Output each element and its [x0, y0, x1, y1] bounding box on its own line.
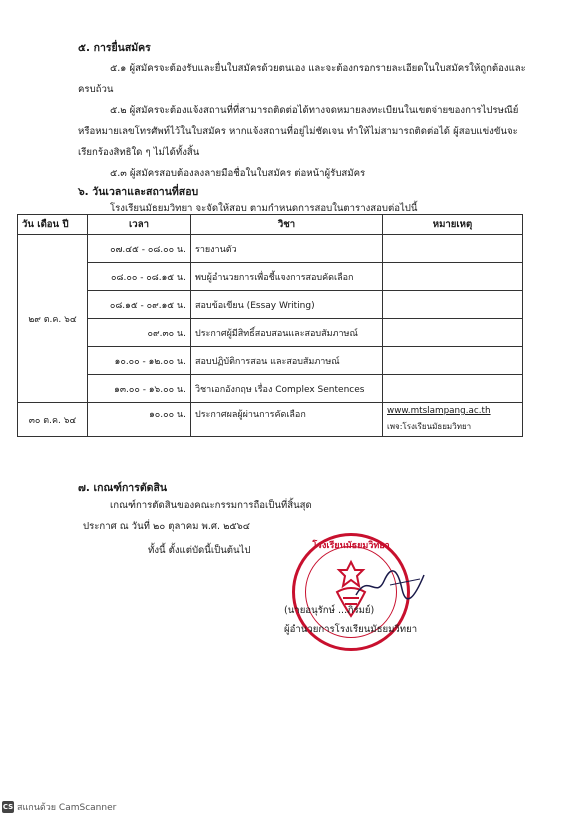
time-cell: ๑๐.๐๐ น. [88, 403, 191, 437]
table-row [18, 235, 523, 263]
date-cell-day2: ๓๐ ต.ค. ๖๔ [18, 403, 88, 437]
note-cell [383, 375, 523, 403]
header-note: หมายเหตุ [383, 215, 523, 235]
section5-p1-line2: ครบถ้วน [78, 84, 114, 95]
note-cell [383, 235, 523, 263]
section7-heading: ๗. เกณฑ์การตัดสิน [78, 482, 168, 494]
table-row [18, 375, 523, 403]
header-date: วัน เดือน ปี [18, 215, 88, 235]
subject-cell: พบผู้อำนวยการเพื่อชี้แจงการสอบคัดเลือก [191, 263, 383, 291]
table-row [18, 319, 523, 347]
time-cell: ๐๗.๔๕ - ๐๘.๐๐ น. [88, 235, 191, 263]
section5-p1-line1: ๕.๑ ผู้สมัครจะต้องรับและยื่นใบสมัครด้วยตนเอง และจะต้องกรอกรายละเอียดในใบสมัครให้ถูกต้องและ [110, 63, 526, 74]
section5-p3: ๕.๓ ผู้สมัครสอบต้องลงลายมือชื่อในใบสมัคร ต่อหน้าผู้รับสมัคร [110, 168, 366, 179]
section5-p2-line3: เรียกร้องสิทธิใด ๆ ไม่ได้ทั้งสิ้น [78, 147, 200, 158]
note-cell [383, 347, 523, 375]
effective-statement: ทั้งนี้ ตั้งแต่บัดนี้เป็นต้นไป [148, 545, 251, 556]
time-cell: ๐๘.๐๐ - ๐๘.๑๕ น. [88, 263, 191, 291]
facebook-page-note: เพจ:โรงเรียนมัธยมวิทยา [387, 422, 472, 431]
section5-p2-line1: ๕.๒ ผู้สมัครจะต้องแจ้งสถานที่ที่สามารถติดต่อได้ทางจดหมายลงทะเบียนในเขตจ่ายของการไปรษณีย์ [110, 105, 519, 116]
signer-name: (นายอนุรักษ์ ...ภิรมย์) [284, 605, 375, 616]
scanner-footer [2, 800, 116, 814]
table-row [18, 291, 523, 319]
table-row [18, 403, 523, 437]
section6-intro: โรงเรียนมัธยมวิทยา จะจัดให้สอบ ตามกำหนดการสอบในตารางสอบต่อไปนี้ [110, 203, 418, 214]
table-row [18, 347, 523, 375]
section6-heading: ๖. วันเวลาและสถานที่สอบ [78, 186, 199, 198]
header-subject: วิชา [191, 215, 383, 235]
date-cell-day1: ๒๙ ต.ค. ๖๔ [18, 235, 88, 403]
note-cell [383, 263, 523, 291]
subject-cell: รายงานตัว [191, 235, 383, 263]
time-cell: ๐๙.๓๐ น. [88, 319, 191, 347]
table-header-row [18, 215, 523, 235]
note-cell [383, 403, 523, 437]
time-cell: ๐๘.๑๕ - ๐๙.๑๕ น. [88, 291, 191, 319]
section5-p2-line2: หรือหมายเลขโทรศัพท์ไว้ในใบสมัคร หากแจ้งสถานที่อยู่ไม่ชัดเจน ทำให้ไม่สามารถติดต่อได้ ผู้สอบแข่งขันจะ [78, 126, 518, 137]
subject-cell: สอบปฏิบัติการสอน และสอบสัมภาษณ์ [191, 347, 383, 375]
website-link[interactable]: www.mtslampang.ac.th [387, 406, 491, 416]
announcement-date: ประกาศ ณ วันที่ ๒๐ ตุลาคม พ.ศ. ๒๕๖๔ [83, 521, 251, 532]
subject-cell: ประกาศผู้มีสิทธิ์สอบสอนและสอบสัมภาษณ์ [191, 319, 383, 347]
time-cell: ๑๓.๐๐ - ๑๖.๐๐ น. [88, 375, 191, 403]
exam-schedule-table [17, 214, 523, 437]
section5-heading: ๕. การยื่นสมัคร [78, 42, 151, 54]
stamp-text: โรงเรียนมัธยมวิทยา [312, 541, 390, 551]
time-cell: ๑๐.๐๐ - ๑๒.๐๐ น. [88, 347, 191, 375]
note-cell [383, 291, 523, 319]
subject-cell: วิชาเอกอังกฤษ เรื่อง Complex Sentences [191, 375, 383, 403]
subject-cell: สอบข้อเขียน (Essay Writing) [191, 291, 383, 319]
note-cell [383, 319, 523, 347]
subject-cell: ประกาศผลผู้ผ่านการคัดเลือก [191, 403, 383, 437]
header-time: เวลา [88, 215, 191, 235]
section7-text: เกณฑ์การตัดสินของคณะกรรมการถือเป็นที่สิ้นสุด [110, 500, 312, 511]
signer-title: ผู้อำนวยการโรงเรียนมัธยมวิทยา [284, 624, 418, 635]
scanner-label: สแกนด้วย CamScanner [17, 803, 117, 813]
camscanner-icon: CS [2, 803, 14, 811]
table-row [18, 263, 523, 291]
handwritten-signature [350, 565, 430, 605]
